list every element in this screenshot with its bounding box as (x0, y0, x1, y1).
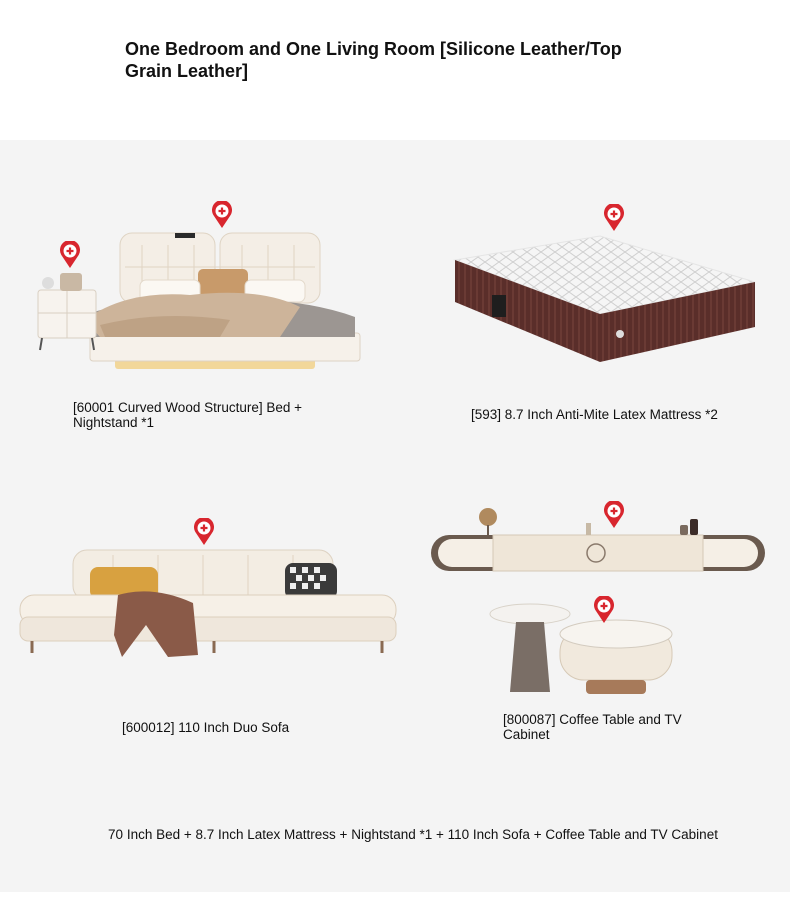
bed-caption: [60001 Curved Wood Structure] Bed + Nightstand *1 (73, 400, 303, 430)
bed-image (30, 225, 370, 380)
page-title: One Bedroom and One Living Room [Silicone Leather/Top Grain Leather] (125, 39, 622, 81)
nightstand-marker-icon[interactable] (59, 241, 81, 269)
coffee-table-caption: [800087] Coffee Table and TV Cabinet (503, 712, 682, 742)
bed-marker-icon[interactable] (211, 201, 233, 229)
coffee-table-image (488, 600, 678, 700)
sofa-marker-icon[interactable] (193, 518, 215, 546)
package-summary: 70 Inch Bed + 8.7 Inch Latex Mattress + Nightstand *1 + 110 Inch Sofa + Coffee Table and TV Cabinet (108, 827, 718, 842)
sofa-caption: [600012] 110 Inch Duo Sofa (122, 720, 290, 735)
tv-cabinet-marker-icon[interactable] (603, 501, 625, 529)
mattress-image (450, 232, 760, 367)
mattress-marker-icon[interactable] (603, 204, 625, 232)
mattress-caption: [593] 8.7 Inch Anti-Mite Latex Mattress *2 (471, 407, 718, 422)
tv-cabinet-image (428, 505, 768, 580)
sofa-image (18, 545, 398, 660)
coffee-table-marker-icon[interactable] (593, 596, 615, 624)
